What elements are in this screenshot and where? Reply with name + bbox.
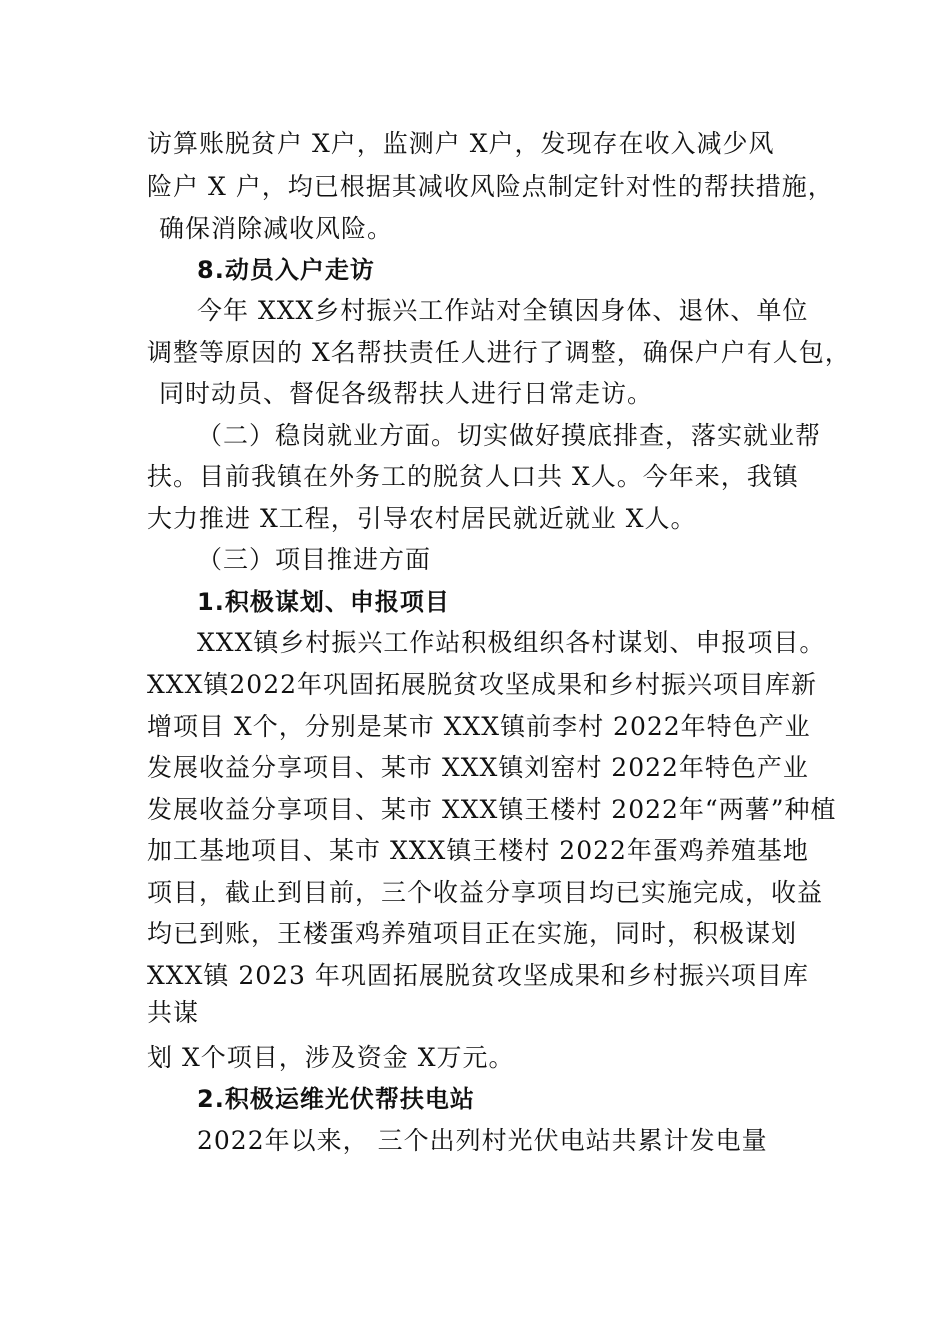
text-line: XXX镇乡村振兴工作站积极组织各村谋划、申报项目。 — [197, 628, 826, 657]
text-line: 增项目 X个，分别是某市 XXX镇前李村 2022年特色产业 — [147, 712, 811, 741]
text-line: 同时动员、督促各级帮扶人进行日常走访。 — [159, 379, 654, 408]
text-line: XXX镇 2023 年巩固拓展脱贫攻坚成果和乡村振兴项目库 — [147, 961, 809, 990]
text-line: 调整等原因的 X名帮扶责任人进行了调整，确保户户有人包， — [147, 338, 851, 367]
text-line: 加工基地项目、某市 XXX镇王楼村 2022年蛋鸡养殖基地 — [147, 836, 809, 865]
text-line: 扶。目前我镇在外务工的脱贫人口共 X人。今年来，我镇 — [147, 462, 799, 491]
text-line: 确保消除减收风险。 — [159, 214, 394, 243]
text-line: 险户 X 户，均已根据其减收风险点制定针对性的帮扶措施， — [147, 172, 834, 201]
text-line: 今年 XXX乡村振兴工作站对全镇因身体、退休、单位 — [197, 296, 809, 325]
section-heading: 8.动员入户走访 — [197, 256, 375, 284]
text-line: 发展收益分享项目、某市 XXX镇刘窑村 2022年特色产业 — [147, 753, 809, 782]
text-line: 均已到账，王楼蛋鸡养殖项目正在实施，同时，积极谋划 — [147, 919, 798, 948]
section-heading: 2.积极运维光伏帮扶电站 — [197, 1085, 475, 1113]
text-line: 共谋 — [147, 998, 200, 1027]
section-subheading: （三）项目推进方面 — [197, 545, 432, 574]
section-heading: 1.积极谋划、申报项目 — [197, 588, 450, 616]
text-line: 发展收益分享项目、某市 XXX镇王楼村 2022年“两薯”种植 — [147, 795, 837, 824]
text-line: 2022年以来， 三个出列村光伏电站共累计发电量 — [197, 1126, 768, 1155]
text-line: 大力推进 X工程，引导农村居民就近就业 X人。 — [147, 504, 697, 533]
text-line: （二）稳岗就业方面。切实做好摸底排查，落实就业帮 — [197, 421, 822, 450]
text-line: 项目，截止到目前，三个收益分享项目均已实施完成，收益 — [147, 878, 824, 907]
text-line: 划 X个项目，涉及资金 X万元。 — [147, 1043, 515, 1072]
text-line: XXX镇2022年巩固拓展脱贫攻坚成果和乡村振兴项目库新 — [147, 670, 818, 699]
text-line: 访算账脱贫户 X户，监测户 X户，发现存在收入减少风 — [147, 129, 775, 158]
